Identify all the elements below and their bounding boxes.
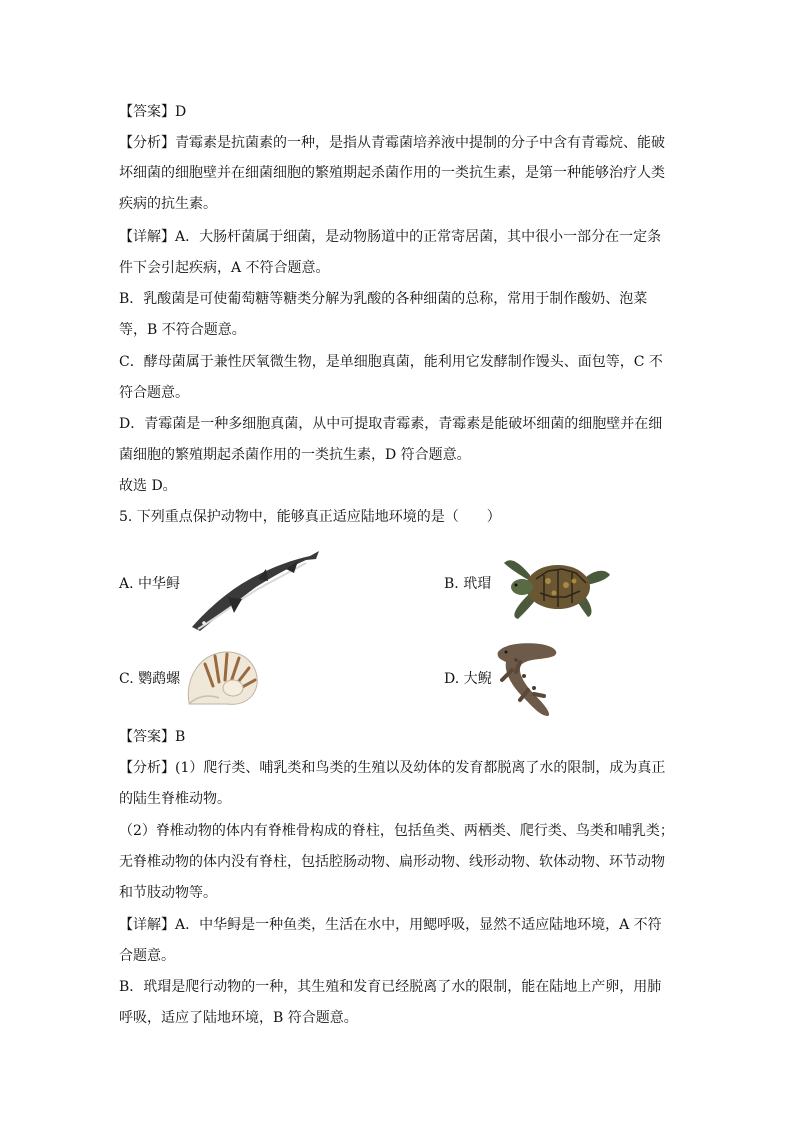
option-b-label: B. 玳瑁 <box>444 576 492 592</box>
option-d-label: D. 大鲵 <box>444 671 492 687</box>
detail-line: B．乳酸菌是可使葡萄糖等糖类分解为乳酸的各种细菌的总称，常用于制作酸奶、泡菜 <box>119 291 648 307</box>
analysis-line: 【分析】青霉素是抗菌素的一种，是指从青霉菌培养液中提制的分子中含有青霉烷、能破 <box>119 135 665 151</box>
analysis-line: 和节肢动物等。 <box>119 885 217 901</box>
detail-line: 菌细胞的繁殖期起杀菌作用的一类抗生素，D 符合题意。 <box>119 447 471 463</box>
detail-line: 合题意。 <box>119 948 175 964</box>
answer-line: 【答案】B <box>119 729 186 745</box>
detail-line: 【详解】A．中华鲟是一种鱼类，生活在水中，用鳃呼吸，显然不适应陆地环境，A 不符 <box>119 917 662 933</box>
detail-line: 呼吸，适应了陆地环境，B 符合题意。 <box>119 1010 358 1026</box>
conclusion-line: 故选 D。 <box>119 478 177 494</box>
analysis-line: 无脊椎动物的体内没有脊柱，包括腔肠动物、扁形动物、线形动物、软体动物、环节动物 <box>119 854 665 870</box>
detail-line: B．玳瑁是爬行动物的一种，其生殖和发育已经脱离了水的限制，能在陆地上产卵，用肺 <box>119 979 662 995</box>
analysis-line: 的陆生脊椎动物。 <box>119 791 231 807</box>
hawksbill-turtle-image <box>500 547 612 623</box>
giant-salamander-image <box>494 640 562 718</box>
detail-line: C．酵母菌属于兼性厌氧微生物，是单细胞真菌，能利用它发酵制作馒头、面包等，C 不 <box>119 354 663 370</box>
option-a-label: A. 中华鲟 <box>119 576 181 592</box>
analysis-line: （2）脊椎动物的体内有脊椎骨构成的脊柱，包括鱼类、两栖类、爬行类、鸟类和哺乳类； <box>119 823 674 839</box>
option-c-label: C. 鹦鹉螺 <box>119 671 181 687</box>
detail-line: 【详解】A．大肠杆菌属于细菌，是动物肠道中的正常寄居菌，其中很小一部分在一定条 <box>119 229 662 245</box>
detail-line: D．青霉菌是一种多细胞真菌，从中可提取青霉素，青霉素是能破坏细菌的细胞壁并在细 <box>119 416 663 432</box>
detail-line: 等，B 不符合题意。 <box>119 322 246 338</box>
analysis-line: 坏细菌的细胞壁并在细菌细胞的繁殖期起杀菌作用的一类抗生素，是第一种能够治疗人类 <box>119 165 665 181</box>
detail-line: 件下会引起疾病，A 不符合题意。 <box>119 260 330 276</box>
question-stem: 5. 下列重点保护动物中，能够真正适应陆地环境的是（ ） <box>119 509 501 525</box>
nautilus-image <box>183 646 261 708</box>
answer-line: 【答案】D <box>119 104 187 120</box>
analysis-line: 疾病的抗生素。 <box>119 196 217 212</box>
detail-line: 符合题意。 <box>119 385 189 401</box>
sturgeon-image <box>188 547 322 633</box>
analysis-line: 【分析】(1）爬行类、哺乳类和鸟类的生殖以及幼体的发育都脱离了水的限制，成为真正 <box>119 760 666 776</box>
